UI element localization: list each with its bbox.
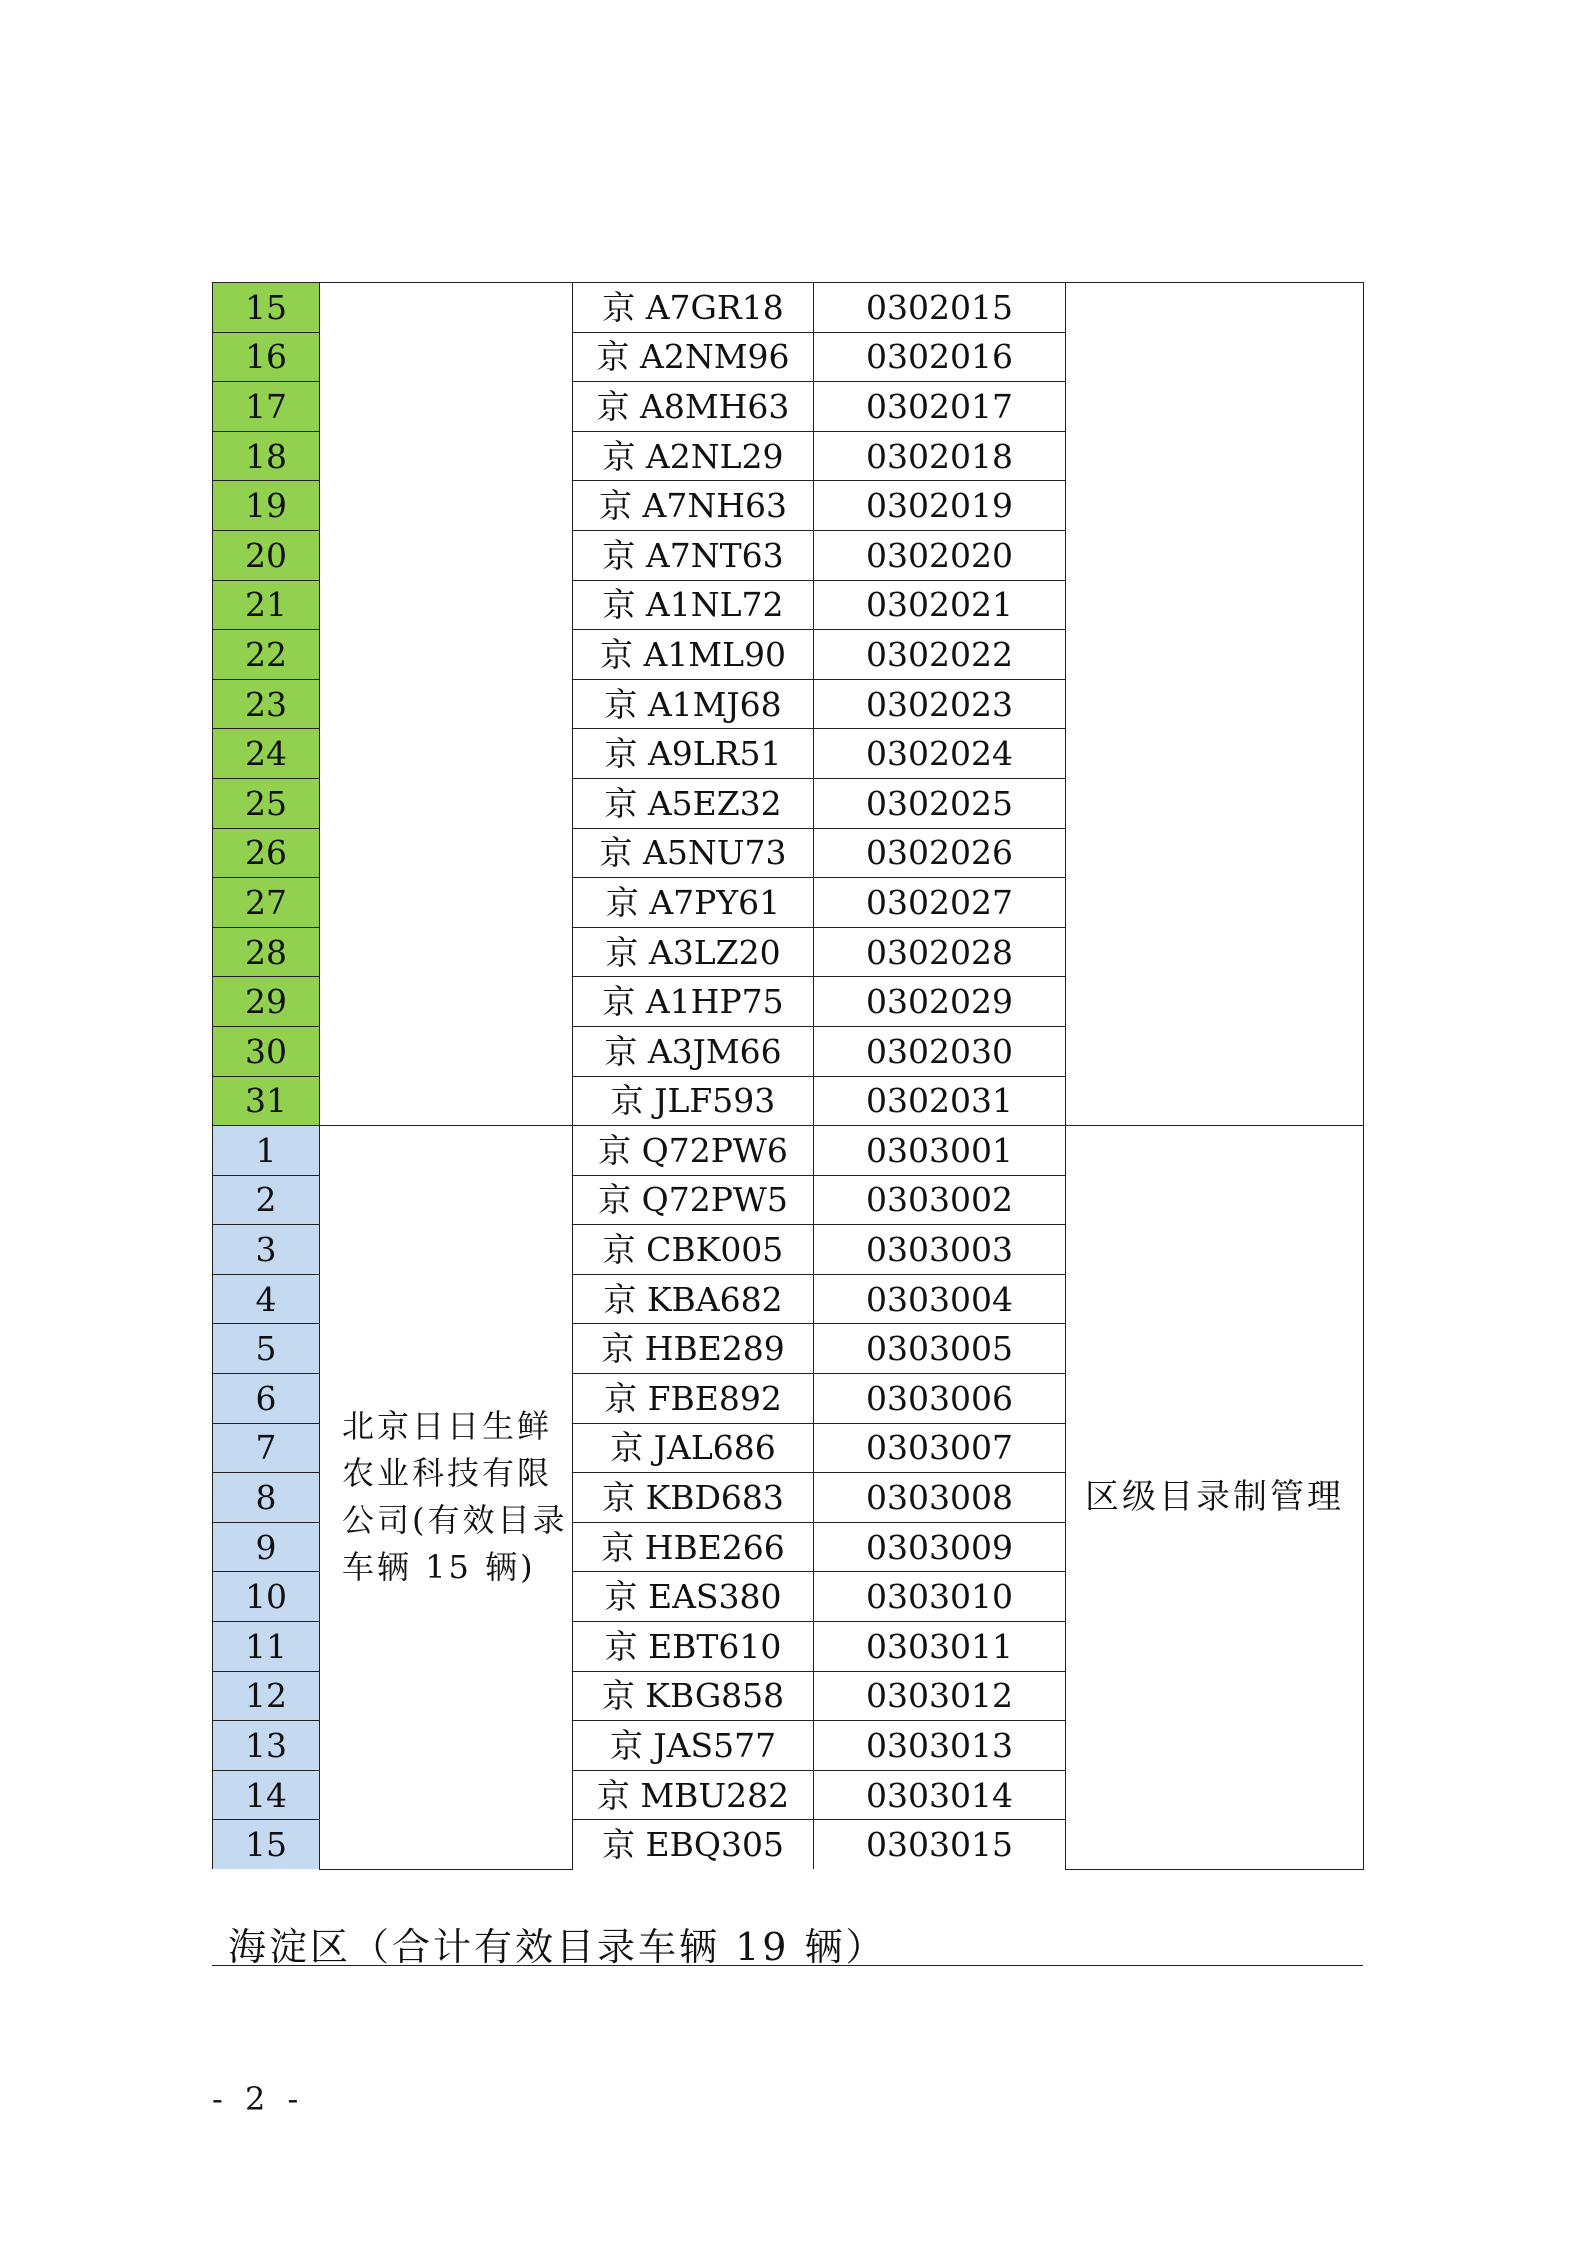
- plate-cell: 京 KBD683: [573, 1473, 814, 1523]
- row-number: 15: [213, 1820, 320, 1869]
- code-cell: 0303008: [814, 1473, 1066, 1523]
- row-number: 30: [213, 1026, 320, 1076]
- plate-cell: 京 EAS380: [573, 1572, 814, 1622]
- code-cell: 0303013: [814, 1721, 1066, 1771]
- row-number: 9: [213, 1522, 320, 1572]
- plate-cell: 京 HBE266: [573, 1522, 814, 1572]
- code-cell: 0303001: [814, 1126, 1066, 1176]
- code-cell: 0302016: [814, 332, 1066, 382]
- plate-cell: 京 JLF593: [573, 1076, 814, 1126]
- plate-cell: 京 A9LR51: [573, 729, 814, 779]
- plate-cell: 京 KBA682: [573, 1274, 814, 1324]
- code-cell: 0303006: [814, 1374, 1066, 1424]
- row-number: 25: [213, 778, 320, 828]
- code-cell: 0303003: [814, 1225, 1066, 1275]
- plate-cell: 京 CBK005: [573, 1225, 814, 1275]
- code-cell: 0302024: [814, 729, 1066, 779]
- code-cell: 0303010: [814, 1572, 1066, 1622]
- row-number: 7: [213, 1423, 320, 1473]
- section-heading-row: [212, 1910, 1363, 1969]
- code-cell: 0303004: [814, 1274, 1066, 1324]
- code-cell: 0302017: [814, 382, 1066, 432]
- code-cell: 0302015: [814, 283, 1066, 333]
- plate-cell: 京 A2NM96: [573, 332, 814, 382]
- row-number: 3: [213, 1225, 320, 1275]
- row-number: 18: [213, 431, 320, 481]
- plate-cell: 京 HBE289: [573, 1324, 814, 1374]
- plate-cell: 京 A8MH63: [573, 382, 814, 432]
- row-number: 16: [213, 332, 320, 382]
- plate-cell: 京 A7NT63: [573, 530, 814, 580]
- plate-cell: 京 A3JM66: [573, 1026, 814, 1076]
- code-cell: 0302021: [814, 580, 1066, 630]
- code-cell: 0302025: [814, 778, 1066, 828]
- code-cell: 0302026: [814, 828, 1066, 878]
- section-heading: 海淀区（合计有效目录车辆 19 辆）: [228, 1925, 887, 1969]
- row-number: 8: [213, 1473, 320, 1523]
- table-row: [213, 1126, 1364, 1176]
- row-number: 17: [213, 382, 320, 432]
- table-row: [213, 283, 1364, 333]
- code-cell: 0303007: [814, 1423, 1066, 1473]
- code-cell: 0303011: [814, 1622, 1066, 1672]
- plate-cell: 京 A3LZ20: [573, 927, 814, 977]
- code-cell: 0302029: [814, 977, 1066, 1027]
- page-number: - 2 -: [212, 2080, 305, 2118]
- plate-cell: 京 MBU282: [573, 1770, 814, 1820]
- row-number: 10: [213, 1572, 320, 1622]
- plate-cell: 京 A5NU73: [573, 828, 814, 878]
- plate-cell: 京 Q72PW5: [573, 1175, 814, 1225]
- row-number: 5: [213, 1324, 320, 1374]
- code-cell: 0302018: [814, 431, 1066, 481]
- vehicle-table: [212, 282, 1364, 1870]
- row-number: 1: [213, 1126, 320, 1176]
- code-cell: 0303009: [814, 1522, 1066, 1572]
- row-number: 4: [213, 1274, 320, 1324]
- plate-cell: 京 EBT610: [573, 1622, 814, 1672]
- plate-cell: 京 A7GR18: [573, 283, 814, 333]
- code-cell: 0302030: [814, 1026, 1066, 1076]
- plate-cell: 京 A1MJ68: [573, 679, 814, 729]
- code-cell: 0303012: [814, 1671, 1066, 1721]
- row-number: 6: [213, 1374, 320, 1424]
- plate-cell: 京 A5EZ32: [573, 778, 814, 828]
- vehicle-table-body: [213, 283, 1364, 1870]
- row-number: 13: [213, 1721, 320, 1771]
- row-number: 24: [213, 729, 320, 779]
- row-number: 19: [213, 481, 320, 531]
- plate-cell: 京 JAL686: [573, 1423, 814, 1473]
- row-number: 2: [213, 1175, 320, 1225]
- row-number: 23: [213, 679, 320, 729]
- code-cell: 0302028: [814, 927, 1066, 977]
- row-number: 22: [213, 630, 320, 680]
- plate-cell: 京 EBQ305: [573, 1820, 814, 1869]
- row-number: 21: [213, 580, 320, 630]
- plate-cell: 京 A1HP75: [573, 977, 814, 1027]
- row-number: 26: [213, 828, 320, 878]
- row-number: 12: [213, 1671, 320, 1721]
- management-cell: 区级目录制管理: [1066, 1126, 1364, 1869]
- code-cell: 0303002: [814, 1175, 1066, 1225]
- plate-cell: 京 A7NH63: [573, 481, 814, 531]
- row-number: 31: [213, 1076, 320, 1126]
- plate-cell: 京 Q72PW6: [573, 1126, 814, 1176]
- row-number: 11: [213, 1622, 320, 1672]
- code-cell: 0302031: [814, 1076, 1066, 1126]
- code-cell: 0302020: [814, 530, 1066, 580]
- row-number: 28: [213, 927, 320, 977]
- plate-cell: 京 A2NL29: [573, 431, 814, 481]
- plate-cell: 京 A1NL72: [573, 580, 814, 630]
- code-cell: 0303015: [814, 1820, 1066, 1869]
- company-cell: 北京日日生鲜农业科技有限公司(有效目录车辆 15 辆): [320, 1126, 573, 1869]
- code-cell: 0303014: [814, 1770, 1066, 1820]
- code-cell: 0302022: [814, 630, 1066, 680]
- company-cell: [320, 283, 573, 1126]
- row-number: 27: [213, 878, 320, 928]
- code-cell: 0302023: [814, 679, 1066, 729]
- row-number: 15: [213, 283, 320, 333]
- code-cell: 0303005: [814, 1324, 1066, 1374]
- plate-cell: 京 A7PY61: [573, 878, 814, 928]
- code-cell: 0302027: [814, 878, 1066, 928]
- management-cell: [1066, 283, 1364, 1126]
- plate-cell: 京 A1ML90: [573, 630, 814, 680]
- plate-cell: 京 JAS577: [573, 1721, 814, 1771]
- row-number: 29: [213, 977, 320, 1027]
- plate-cell: 京 FBE892: [573, 1374, 814, 1424]
- plate-cell: 京 KBG858: [573, 1671, 814, 1721]
- row-number: 14: [213, 1770, 320, 1820]
- code-cell: 0302019: [814, 481, 1066, 531]
- row-number: 20: [213, 530, 320, 580]
